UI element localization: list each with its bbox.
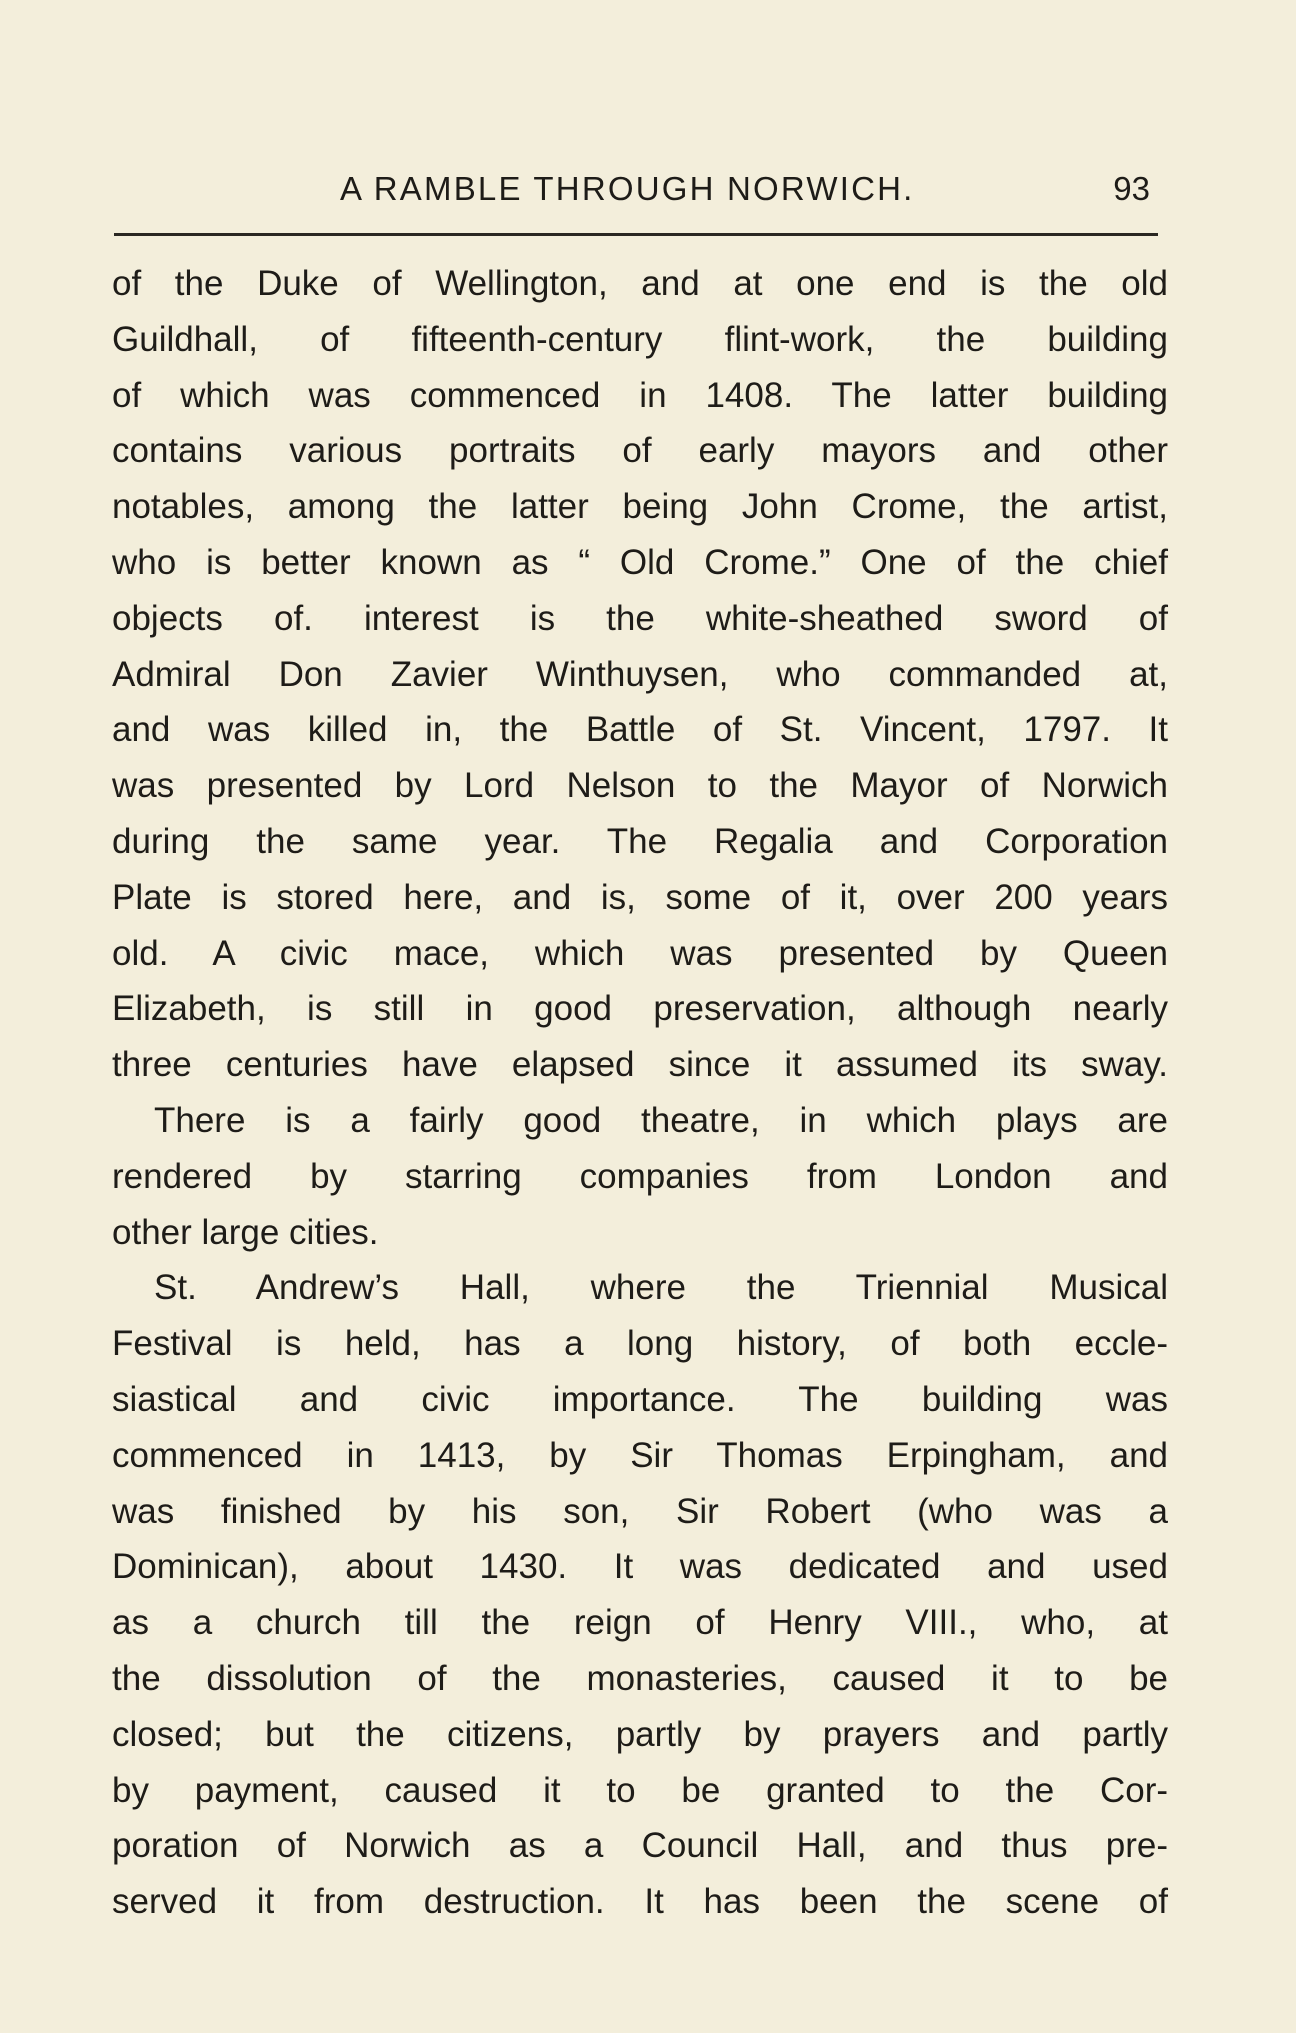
- running-title: A RAMBLE THROUGH NORWICH.: [340, 170, 915, 207]
- text-line: of which was commenced in 1408. The latter building: [112, 375, 1168, 415]
- text-line: Guildhall, of fifteenth-century flint-work, the building: [112, 319, 1168, 359]
- text-line: old. A civic mace, which was presented by Queen: [112, 933, 1168, 973]
- page-number: 93: [1113, 170, 1150, 207]
- text-line: by payment, caused it to be granted to the Cor-: [112, 1770, 1168, 1810]
- paragraph-end-line: other large cities.: [112, 1212, 379, 1252]
- text-line: Plate is stored here, and is, some of it, over 200 years: [112, 877, 1168, 917]
- body-text: [112, 256, 1168, 1930]
- text-line: siastical and civic importance. The building was: [112, 1379, 1168, 1419]
- text-line: was presented by Lord Nelson to the Mayor of Norwich: [112, 766, 1168, 806]
- paragraph-start-line: There is a fairly good theatre, in which plays are: [154, 1100, 1168, 1140]
- text-line: of the Duke of Wellington, and at one end is the old: [112, 264, 1168, 303]
- header-rule: [114, 233, 1158, 236]
- text-line: rendered by starring companies from London and: [112, 1156, 1168, 1196]
- text-line: notables, among the latter being John Crome, the artist,: [112, 487, 1168, 527]
- text-line: poration of Norwich as a Council Hall, and thus pre-: [112, 1826, 1168, 1866]
- text-line: Admiral Don Zavier Winthuysen, who commanded at,: [112, 654, 1168, 694]
- text-line: and was killed in, the Battle of St. Vincent, 1797. It: [112, 710, 1168, 750]
- text-line: commenced in 1413, by Sir Thomas Erpingham, and: [112, 1435, 1168, 1475]
- text-line: objects of. interest is the white-sheathed sword of: [112, 598, 1168, 638]
- text-line: Festival is held, has a long history, of both eccle-: [112, 1324, 1168, 1364]
- text-line: during the same year. The Regalia and Corporation: [112, 821, 1168, 861]
- text-line: Elizabeth, is still in good preservation, although nearly: [112, 989, 1168, 1029]
- text-line: was finished by his son, Sir Robert (who was a: [112, 1491, 1168, 1531]
- text-line: three centuries have elapsed since it assumed its sway.: [112, 1045, 1168, 1085]
- running-head: [112, 163, 1160, 215]
- paragraph-start-line: St. Andrew’s Hall, where the Triennial Musical: [154, 1268, 1168, 1308]
- text-line: the dissolution of the monasteries, caused it to be: [112, 1658, 1168, 1698]
- text-line: as a church till the reign of Henry VIII., who, at: [112, 1603, 1168, 1643]
- text-line: who is better known as “ Old Crome.” One of the chief: [112, 542, 1168, 582]
- text-line: served it from destruction. It has been the scene of: [112, 1882, 1168, 1922]
- text-line: closed; but the citizens, partly by prayers and partly: [112, 1714, 1168, 1754]
- text-line: contains various portraits of early mayors and other: [112, 431, 1168, 471]
- text-line: Dominican), about 1430. It was dedicated and used: [112, 1547, 1168, 1587]
